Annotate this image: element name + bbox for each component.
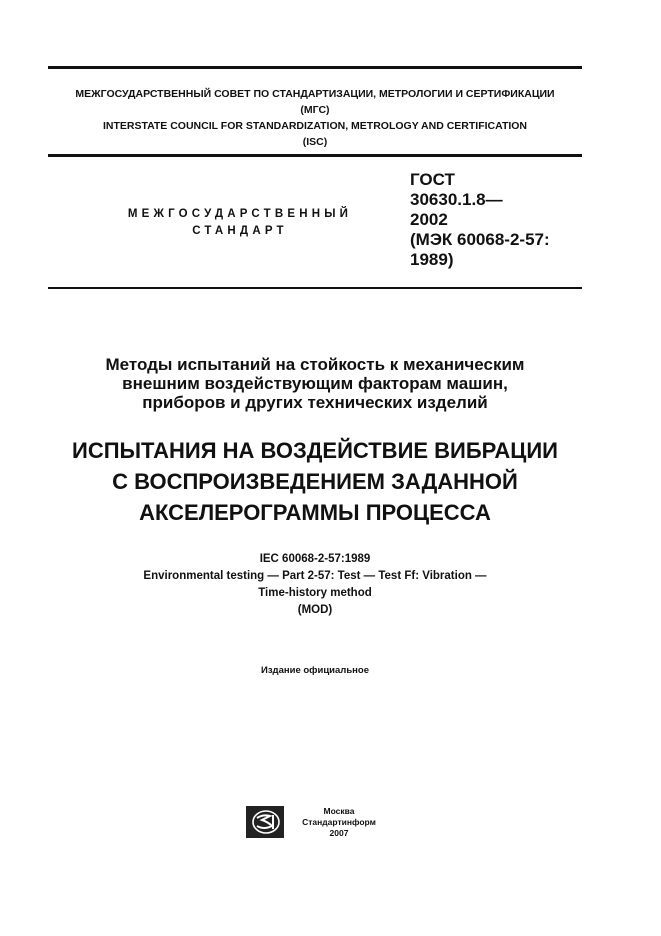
- official-edition: Издание официальное: [261, 665, 369, 676]
- standard-label-line1: МЕЖГОСУДАРСТВЕННЫЙ: [127, 208, 353, 220]
- interstate-standard-label: [90, 206, 390, 240]
- council-name-ru: МЕЖГОСУДАРСТВЕННЫЙ СОВЕТ ПО СТАНДАРТИЗАЦИИ, МЕТРОЛОГИИ И СЕРТИФИКАЦИИ: [75, 88, 555, 100]
- iec-title-line1: Environmental testing — Part 2-57: Test — Test Ff: Vibration —: [143, 570, 487, 582]
- council-name-en: INTERSTATE COUNCIL FOR STANDARDIZATION, METROLOGY AND CERTIFICATION: [102, 120, 528, 132]
- council-header: [48, 86, 582, 150]
- iec-mod: (MOD): [297, 604, 333, 616]
- council-abbr-en: (ISC): [302, 136, 328, 148]
- publisher-name: Стандартинформ: [302, 817, 376, 827]
- designation-line4: (МЭК 60068-2-57:: [410, 230, 550, 249]
- council-abbr-ru: (МГС): [300, 104, 330, 116]
- title-line3: АКСЕЛЕРОГРАММЫ ПРОЦЕССА: [139, 500, 491, 525]
- designation-line2: 30630.1.8—: [410, 190, 503, 209]
- gost-designation: [410, 170, 585, 270]
- document-title: [40, 435, 590, 528]
- designation-divider: [48, 287, 582, 289]
- header-divider: [48, 154, 582, 157]
- designation-line5: 1989): [410, 250, 454, 269]
- publisher-info: [294, 806, 384, 839]
- iec-title-line2: Time-history method: [258, 587, 372, 599]
- standartinform-logo-icon: [246, 806, 284, 838]
- subtitle-line2: внешним воздействующим факторам машин,: [122, 374, 508, 393]
- title-line2: С ВОСПРОИЗВЕДЕНИЕМ ЗАДАННОЙ: [112, 469, 518, 494]
- top-rule: [48, 66, 582, 69]
- designation-line3: 2002: [410, 210, 448, 229]
- publisher-year: 2007: [329, 828, 349, 838]
- iec-reference: [40, 551, 590, 619]
- standard-label-line2: СТАНДАРТ: [192, 225, 288, 237]
- publisher-city: Москва: [323, 806, 355, 816]
- subtitle-line1: Методы испытаний на стойкость к механическим: [105, 355, 525, 374]
- title-line1: ИСПЫТАНИЯ НА ВОЗДЕЙСТВИЕ ВИБРАЦИИ: [72, 438, 558, 463]
- subtitle-line3: приборов и других технических изделий: [142, 393, 488, 412]
- document-subtitle: [40, 355, 590, 412]
- iec-code: IEC 60068-2-57:1989: [259, 553, 371, 565]
- designation-line1: ГОСТ: [410, 170, 455, 189]
